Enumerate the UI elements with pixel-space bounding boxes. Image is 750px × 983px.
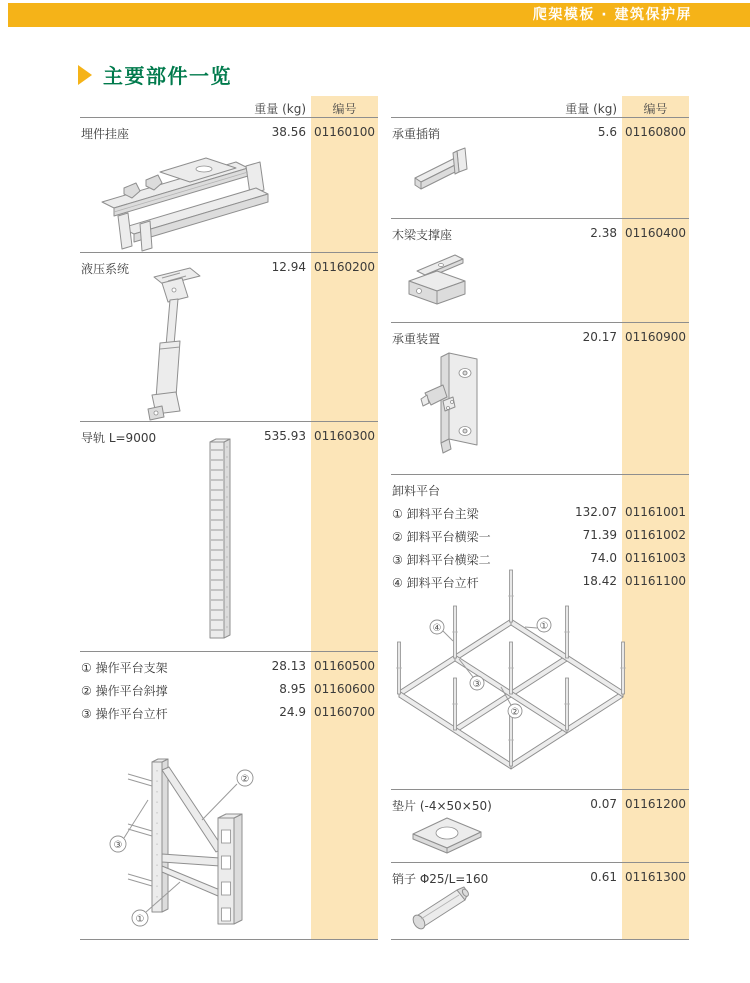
group-label: 卸料平台 (392, 484, 441, 498)
load-pin-drawing (409, 142, 481, 204)
part-code: 01161200 (624, 797, 687, 811)
section-title: 主要部件一览 (103, 64, 232, 88)
table-row (391, 323, 689, 475)
part-name: 埋件挂座 (81, 127, 130, 141)
part-name: ③ 卸料平台横梁二 (392, 553, 491, 567)
weight-column-header: 重量 (kg) (565, 102, 617, 116)
part-weight: 535.93 (264, 429, 306, 443)
load-bearing-device-drawing (419, 345, 495, 459)
part-name: ② 操作平台斜撑 (81, 684, 168, 698)
part-code: 01160800 (624, 125, 687, 139)
part-code: 01160500 (313, 659, 376, 673)
callout-3-label: ③ (472, 679, 482, 690)
part-code: 01160400 (624, 226, 687, 240)
part-line (391, 526, 689, 549)
part-code: 01160700 (313, 705, 376, 719)
part-name: 承重插销 (392, 127, 441, 141)
part-name: ③ 操作平台立杆 (81, 707, 168, 721)
part-name: ① 卸料平台主梁 (392, 507, 479, 521)
callout-2-label: ② (510, 707, 520, 718)
table-row (80, 118, 378, 253)
hydraulic-system-drawing (128, 265, 212, 423)
arrow-right-icon (78, 65, 92, 85)
table-row (391, 863, 689, 940)
part-weight: 74.0 (590, 551, 617, 565)
part-name: ④ 卸料平台立杆 (392, 576, 479, 590)
part-weight: 0.61 (590, 870, 617, 884)
part-line (391, 224, 689, 247)
part-name: 垫片 (-4×50×50) (392, 799, 492, 813)
header-bar (8, 3, 750, 27)
part-weight: 20.17 (582, 330, 617, 344)
part-code: 01160300 (313, 429, 376, 443)
part-code: 01161100 (624, 574, 687, 588)
table-row (80, 253, 378, 422)
part-weight: 18.42 (582, 574, 617, 588)
part-code: 01161003 (624, 551, 687, 565)
part-code: 01160100 (313, 125, 376, 139)
part-code: 01160600 (313, 682, 376, 696)
part-name: 液压系统 (81, 262, 130, 276)
part-weight: 8.95 (279, 682, 306, 696)
part-name: 导轨 L=9000 (81, 431, 157, 445)
part-code: 01161002 (624, 528, 687, 542)
guide-rail-drawing (200, 436, 240, 650)
work-platform-assembly-drawing (90, 756, 300, 936)
part-weight: 0.07 (590, 797, 617, 811)
part-weight: 5.6 (597, 125, 617, 139)
part-line (80, 657, 378, 680)
embedded-hanger-bracket-drawing (88, 136, 288, 252)
callout-1-label: ① (135, 914, 145, 925)
left-parts-table (80, 96, 378, 940)
part-code: 01160900 (624, 330, 687, 344)
group-label-line (391, 480, 689, 503)
part-weight: 12.94 (271, 260, 306, 274)
part-line (391, 503, 689, 526)
code-column-header: 编号 (643, 102, 668, 116)
table-row (391, 475, 689, 790)
callout-3-label: ③ (113, 840, 123, 851)
pin-drawing (405, 875, 477, 937)
shim-plate-drawing (407, 814, 489, 862)
left-table-header (80, 96, 378, 118)
code-column-header: 编号 (332, 102, 357, 116)
part-weight: 132.07 (575, 505, 617, 519)
part-weight: 28.13 (271, 659, 306, 673)
part-name: 销子 Φ25/L=160 (392, 872, 489, 886)
part-name: 承重装置 (392, 332, 441, 346)
callout-1-label: ① (539, 621, 549, 632)
part-code: 01160200 (313, 260, 376, 274)
table-row (391, 219, 689, 323)
header-bar-title: 爬架模板 · 建筑保护屏 (532, 7, 692, 23)
callout-4-label: ④ (432, 623, 442, 634)
part-weight: 71.39 (582, 528, 617, 542)
table-row (391, 118, 689, 219)
part-line (80, 258, 378, 281)
table-row (80, 652, 378, 940)
section-title-row (78, 60, 232, 89)
callout-2-label: ② (240, 774, 250, 785)
part-code: 01161300 (624, 870, 687, 884)
timber-beam-support-drawing (403, 247, 487, 309)
unloading-platform-drawing (393, 561, 627, 787)
table-row (80, 422, 378, 652)
right-parts-table (391, 96, 689, 940)
part-weight: 38.56 (271, 125, 306, 139)
part-name: ② 卸料平台横梁一 (392, 530, 491, 544)
part-code: 01161001 (624, 505, 687, 519)
part-line (80, 703, 378, 726)
part-name: 木梁支撑座 (392, 228, 453, 242)
part-line (80, 680, 378, 703)
part-weight: 2.38 (590, 226, 617, 240)
right-table-header (391, 96, 689, 118)
table-row (391, 790, 689, 863)
weight-column-header: 重量 (kg) (254, 102, 306, 116)
part-name: ① 操作平台支架 (81, 661, 168, 675)
part-weight: 24.9 (279, 705, 306, 719)
